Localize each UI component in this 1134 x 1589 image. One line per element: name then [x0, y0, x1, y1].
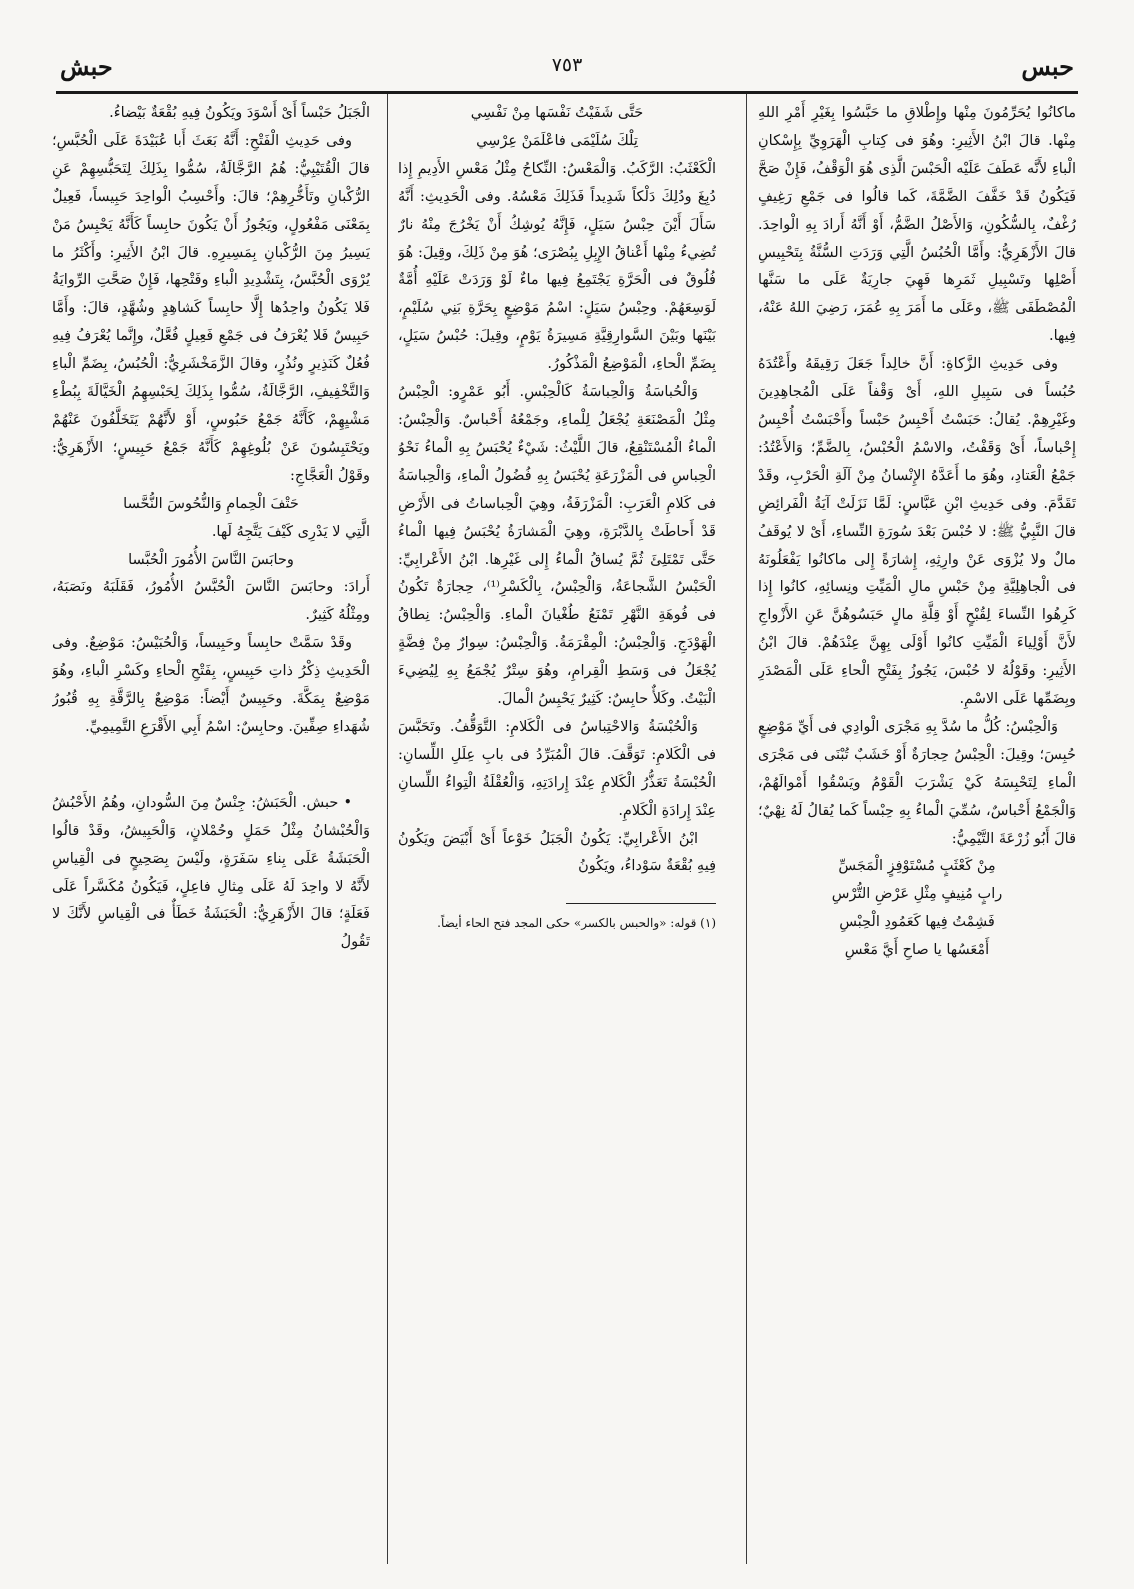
verse-line: رابٍ مُنِيفٍ مِثْلِ عَرْضِ التُّرْسِ	[831, 886, 1003, 903]
paragraph: وَالْحُبْسَةُ وَالاحْتِباسُ فى الْكَلامِ: التَّوَقُّفُ. وتَحَبَّسَ فى الْكَلامِ: تَوَقَّفَ. قالَ الْمُبَرِّدُ فى بابِ عِلَلِ اللِّسانِ: الْحُبْسَةُ تَعَذُّرُ الْكَلامِ عِنْدَ إِرادَتِهِ، وَالْعُقْلَةُ الْتِواءُ اللِّسانِ عِنْدَ إِرادَةِ الْكَلامِ.	[398, 718, 716, 819]
column-left	[52, 100, 370, 1560]
verse-line: مِنْ كَعْثَبٍ مُسْتَوْفِزٍ الْمَجَسِّ	[838, 858, 996, 875]
paragraph: وفى حَدِيثِ الْفَتْحِ: أَنَّهُ بَعَثَ أَبا عُبَيْدَةَ عَلَى الْحُبَّسِ؛ قالَ الْقُتَيْبِيُّ: هُمُ الرَّجَّالَةُ، سُمُّوا بِذَلِكَ لِتَحَبُّسِهِمْ عَنِ الرُّكْبانِ وتَأَخُّرِهِمْ؛ قالَ: وأَحْسِبُ الْواحِدَ حَبِيساً، فَعِيلٌ بِمَعْنَى مَفْعُولٍ، ويَجُوزُ أَنْ يَكُونَ حابِساً كَأَنَّهُ يَحْبِسُ مَنْ يَسِيرُ مِنَ الرُّكْبانِ بِمَسِيرِهِ. قالَ ابْنُ الأَثِيرِ: وأَكْثَرُ ما يُرْوَى الْحُبَّسُ، بِتَشْدِيدِ الْباءِ وفَتْحِها، فَإِنْ صَحَّتِ الرِّوايَةُ فَلا يَكُونُ واحِدُها إِلَّا حابِساً كَشاهِدٍ وشُهَّدٍ، قالَ: وأَمَّا حَبِيسٌ فَلا يُعْرَفُ فى جَمْعِ فَعِيلٍ فُعَّلٌ، وإِنَّما يُعْرَفُ فِيهِ فُعُلٌ كَنَذِيرٍ ونُذُرٍ، وقالَ الزَّمَخْشَرِيُّ: الْحُبُسُ، بِضَمِّ الْباءِ وَالتَّخْفِيفِ، الرَّجَّالَةُ، سُمُّوا بِذَلِكَ لِحَبْسِهِمُ الْخَيَّالَةَ بِبُطْءِ مَشْيِهِمْ، كَأَنَّهُ جَمْعُ حَبُوسٍ، أَوْ لأَنَّهُمْ يَتَخَلَّفُونَ عَنْهُمْ ويَحْتَبِسُونَ عَنْ بُلُوغِهِمْ كَأَنَّهُ جَمْعُ حَبِيسٍ؛ الأَزْهَرِيُّ: وقَوْلُ الْعَجَّاجِ:	[52, 132, 370, 484]
paragraph: ابْنُ الأَعْرابِيِّ: يَكُونُ الْجَبَلُ خَوْعاً أَىْ أَبْيَضَ ويَكُونُ فِيهِ بُقْعَةٌ سَوْداءُ، ويَكُونُ	[398, 830, 716, 875]
paragraph: وَالْحِبْسُ: كُلُّ ما سُدَّ بِهِ مَجْرَى الْوادِي فى أَيِّ مَوْضِعٍ حُبِسَ؛ وقِيلَ: الْحِبْسُ حِجارَةٌ أَوْ خَشَبٌ تُبْنَى فى مَجْرَى الْماءِ لِتَحْبِسَهُ كَيْ يَشْرَبَ الْقَوْمُ ويَسْقُوا أَمْوالَهُمْ، وَالْجَمْعُ أَحْباسٌ، سُمِّيَ الْماءُ بِهِ حِبْساً كَما يُقالُ لَهُ نِهْيٌ؛ قالَ أَبُو زُرْعَةَ التَّيْمِيُّ:	[758, 718, 1076, 847]
paragraph: وَالْحُباسَةُ وَالْحِباسَةُ كَالْحِبْسِ. أَبُو عَمْرٍو: الْحِبْسُ مِثْلُ الْمَصْنَعَةِ يُجْعَلُ لِلْماءِ، وجَمْعُهُ أَحْباسٌ. وَالْحِبْسُ: الْماءُ الْمُسْتَنْقِعُ، قالَ اللَّيْثُ: شَيْءٌ يُحْبَسُ بِهِ الْماءُ نَحْوُ الْحِباسِ فى الْمَزْرَعَةِ يُحْبَسُ بِهِ فُضُولُ الْماءِ، وَالْحِباسَةُ فى كَلامِ الْعَرَبِ: الْمَزْرَفَةُ، وهِيَ الْحِباساتُ فى الأَرْضِ قَدْ أَحاطَتْ بِالدَّبْرَةِ، وهِيَ الْمَشارَةُ يُحْبَسُ فِيها الْماءُ حَتَّى تَمْتَلِئَ ثُمَّ يُساقُ الْماءُ إِلى غَيْرِها. ابْنُ الأَعْرابِيِّ: الْحَبْسُ الشَّجاعَةُ، وَالْحِبْسُ، بِالْكَسْرِ⁽¹⁾، حِجارَةٌ تَكُونُ فى فُوهَةِ النَّهْرِ تَمْنَعُ طُغْيانَ الْماءِ. وَالْحِبْسُ: نِطاقُ الْهَوْدَجِ. وَالْحِبْسُ: الْمِقْرَمَةُ. وَالْحِبْسُ: سِوارٌ مِنْ فِضَّةٍ يُجْعَلُ فى وَسَطِ الْقِرامِ، وهُوَ سِتْرٌ يُجْمَعُ بِهِ لِيُضِيءَ الْبَيْتُ. وكَلأٌ حابِسٌ: كَثِيرٌ يَحْبِسُ الْمالَ.	[398, 384, 716, 708]
verse-line: حَتَّى شَفَيْتُ نَفْسَها مِنْ نَفْسِي	[470, 105, 644, 121]
verse-line: فَشِمْتُ فِيها كَعَمُودِ الْحِبْسِ	[839, 914, 995, 931]
paragraph: وفى حَدِيثِ الزَّكاةِ: أَنَّ خالِداً جَعَلَ رَقِيقَهُ وأَعْتُدَهُ حُبُساً فى سَبِيلِ اللهِ، أَىْ وَقْفاً عَلَى الْمُجاهِدِينَ وغَيْرِهِمْ. يُقالُ: حَبَسْتُ أَحْبِسُ حَبْساً وأَحْبَسْتُ أُحْبِسُ إِحْباساً، أَىْ وَقَفْتُ، والاسْمُ الْحُبْسُ، بِالضَّمِّ؛ وَالأَعْتُدُ: جَمْعُ الْعَتادِ، وهُوَ ما أَعَدَّهُ الإِنْسانُ مِنْ آلَةِ الْحَرْبِ، وقَدْ تَقَدَّمَ. وفى حَدِيثِ ابْنِ عَبَّاسٍ: لَمَّا نَزَلَتْ آيَةُ الْفَرائِضِ قالَ النَّبِيُّ ﷺ: لا حُبْسَ بَعْدَ سُورَةِ النِّساءِ، أَىْ لا يُوقَفُ مالٌ ولا يُزْوَى عَنْ وارِثِهِ، إِشارَةً إِلى ماكانُوا يَفْعَلُونَهُ فى الْجاهِلِيَّةِ مِنْ حَبْسِ مالِ الْمَيِّتِ ونِسائِهِ، كانُوا إِذا كَرِهُوا النِّساءَ لِقُبْحٍ أَوْ قِلَّةِ مالٍ حَبَسُوهُنَّ عَنِ الأَزْواجِ لأَنَّ أَوْلِياءَ الْمَيِّتِ كانُوا أَوْلَى بِهِنَّ عِنْدَهُمْ. قالَ ابْنُ الأَثِيرِ: وقَوْلُهُ لا حُبْسَ، يَجُوزُ بِفَتْحِ الْحاءِ عَلَى الْمَصْدَرِ وبِضَمِّها عَلَى الاسْمِ.	[758, 356, 1076, 708]
headword-right: حبس	[1021, 52, 1074, 81]
page-number: ٧٥٣	[551, 54, 583, 76]
verse-line: تِلْكَ سُلَيْمَى فاعْلَمَنْ عِرْسِي	[476, 132, 638, 149]
paragraph: الْكَعْثَبُ: الرَّكَبُ. وَالْمَعْسُ: النِّكاحُ مِثْلُ مَعْسِ الأَدِيمِ إِذا دُبِغَ ودُلِكَ دَلْكاً شَدِيداً فَذَلِكَ مَعْسُهُ. وفى الْحَدِيثِ: أَنَّهُ سَأَلَ أَيْنَ حِبْسُ سَيَلٍ، فَإِنَّهُ يُوشِكُ أَنْ يَخْرُجَ مِنْهُ نارٌ تُضِيءُ مِنْها أَعْناقُ الإِبِلِ بِبُصْرَى؛ هُوَ مِنْ ذَلِكَ، وقِيلَ: هُوَ فُلُوقٌ فى الْحَرَّةِ يَجْتَمِعُ فِيها ماءٌ لَوْ وَرَدَتْ عَلَيْهِ أُمَّةٌ لَوَسِعَهُمْ. وحِبْسُ سَيَلٍ: اسْمُ مَوْضِعٍ بِحَرَّةِ بَنِي سُلَيْمٍ، بَيْنَها وبَيْنَ السَّوارِقِيَّةِ مَسِيرَةُ يَوْمٍ، وقِيلَ: حُبْسُ سَيَلٍ، بِضَمِّ الْحاءِ، الْمَوْضِعُ الْمَذْكُورُ.	[398, 160, 716, 373]
header-rule	[56, 91, 1078, 94]
paragraph: الْجَبَلُ حَبْساً أَىْ أَسْوَدَ ويَكُونُ فِيهِ بُقْعَةٌ بَيْضاءُ.	[109, 105, 370, 121]
paragraph: وقَدْ سَمَّتْ حابِساً وحَبِيساً، وَالْحُبَيْسُ: مَوْضِعٌ. وفى الْحَدِيثِ ذِكْرُ ذاتِ حَبِيسٍ، بِفَتْحِ الْحاءِ وكَسْرِ الْباءِ، وهُوَ مَوْضِعٌ بِمَكَّةَ. وحَبِيسٌ أَيْضاً: مَوْضِعٌ بِالرَّقَّةِ بِهِ قُبُورُ شُهَداءِ صِفِّينَ. وحابِسٌ: اسْمُ أَبِي الأَقْرَعِ التَّمِيمِيِّ.	[52, 635, 370, 735]
paragraph: ماكانُوا يُحَرِّمُونَ مِنْها وإِطْلاقِ ما حَبَّسُوا بِغَيْرِ أَمْرِ اللهِ مِنْها. قالَ ابْنُ الأَثِيرِ: وهُوَ فى كِتابِ الْهَرَوِيِّ بِإِسْكانِ الْباءِ لأَنَّه عَطَفَ عَلَيْه الْحَبْسَ الَّذِى هُوَ الْوَقْفُ، فَإِنْ صَحَّ فَيَكُونُ قَدْ خَفَّفَ الضَّمَّةَ، كَما قالُوا فى جَمْعِ رَغِيفٍ رُغْفٌ، بِالسُّكُونِ، وَالأَصْلُ الضَّمُّ، أَوْ أَنَّهُ أَرادَ بِهِ الْواحِدَ. قالَ الأَزْهَرِيُّ: وأَمَّا الْحُبُسُ الَّتِي وَرَدَتِ السُّنَّةُ بِتَحْبِيسِ أَصْلِها وتَسْبِيلِ ثَمَرِها فَهِيَ جارِيَةٌ عَلَى ما سَنَّها الْمُصْطَفَى ﷺ، وعَلَى ما أَمَرَ بِهِ عُمَرَ، رَضِيَ اللهُ عَنْهُ، فِيها.	[758, 105, 1076, 345]
verse-line: أَمْعَسُها يا صاحِ أَيَّ مَعْسِ	[844, 942, 990, 959]
entry-spacer	[52, 742, 370, 790]
footnote: (١) قوله: «والحبس بالكسر» حكى المجد فتح الحاء أيضاً.	[437, 916, 716, 931]
verse-line: وحابَسَ النَّاسَ الأُمُورَ الْحُبَّسا	[128, 551, 294, 568]
verse-line: حَتْفَ الْحِمامِ وَالنُّحُوسَ النُّحَّسا	[123, 495, 299, 512]
column-divider-right	[746, 94, 747, 1564]
paragraph: أَرادَ: وحابَسَ النَّاسَ الْحُبَّسُ الأُمُورُ، فَقَلَبَهُ ونَصَبَهُ، ومِثْلُهُ كَثِيرٌ.	[52, 579, 370, 624]
column-right	[758, 100, 1076, 1560]
paragraph: الَّتِي لا يَدْرِى كَيْفَ يَتَّجِهُ لَها.	[211, 523, 370, 540]
column-middle	[398, 100, 716, 1560]
headword-left: حبش	[60, 52, 113, 81]
footnote-rule	[566, 903, 716, 904]
entry-habash: • حبش. الْحَبَشُ: جِنْسٌ مِنَ السُّودانِ، وهُمُ الأَحْبُشُ وَالْحُبْشانُ مِثْلُ حَمَلٍ وحُمْلانٍ، وَالْحَبِيشُ، وقَدْ قالُوا الْحَبَشَةُ عَلَى بِناءِ سَفَرَةٍ، ولَيْسَ بِصَحِيحٍ فى الْقِياسِ لأَنَّهُ لا واحِدَ لَهُ عَلَى مِثالِ فاعِلٍ، فَيَكُونُ مُكَسَّراً عَلَى فَعَلَةٍ؛ قالَ الأَزْهَرِيُّ: الْحَبَشَةُ خَطَأٌ فى الْقِياسِ لأَنَّكَ لا تَقُولُ	[52, 794, 370, 951]
column-divider-left	[387, 94, 388, 1564]
